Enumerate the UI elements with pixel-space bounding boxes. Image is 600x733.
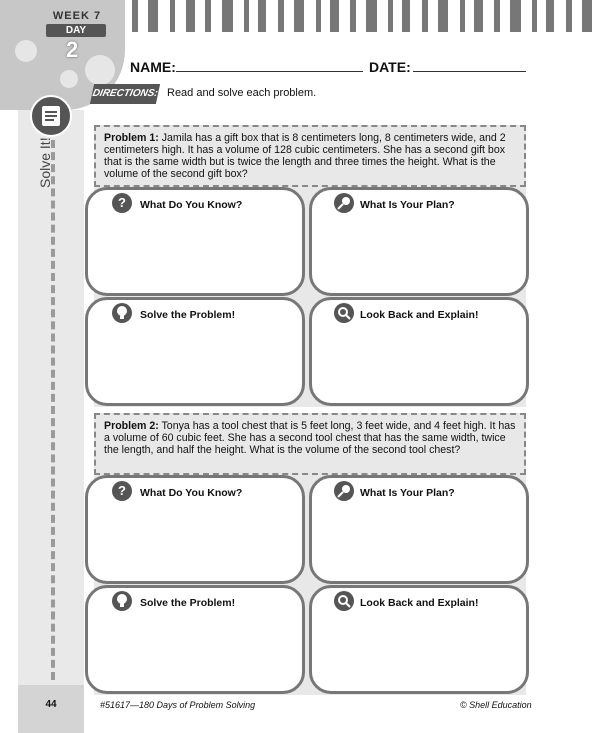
look-box-1[interactable]: [309, 297, 529, 406]
plan-box-title: What Is Your Plan?: [360, 487, 455, 499]
decor-circle: [85, 55, 115, 85]
day-label: DAY: [46, 24, 106, 37]
question-icon: ?: [112, 481, 132, 501]
sidebar-dashed-line: [51, 140, 55, 680]
problem-1: [94, 125, 526, 187]
look-box-title: Look Back and Explain!: [360, 597, 479, 609]
day-number: 2: [66, 37, 79, 62]
name-label: NAME:: [130, 59, 176, 75]
plan-box-1[interactable]: [309, 187, 529, 296]
know-box-2[interactable]: [85, 475, 305, 584]
name-field[interactable]: [176, 71, 363, 72]
directions-text: Read and solve each problem.: [167, 87, 317, 99]
sidebar-title-wrapper: [18, 132, 68, 192]
question-icon: ?: [112, 193, 132, 213]
problem-2-text: Tonya has a tool chest that is 5 feet long, 3 feet wide, and 4 feet high. It has a volume of 60 cubic feet. She has a second tool chest that has the same width, twice the length, and half the height. What is the volume of the second tool chest?: [104, 420, 516, 456]
magnifier-icon: [334, 303, 354, 323]
know-box-title: What Do You Know?: [140, 487, 243, 499]
problem-1-text: Jamila has a gift box that is 8 centimeters long, 8 centimeters wide, and 2 centimeters high. It has a volume of 128 cubic centimeters. She has a second gift box that is the same width but is twice the length and three times the height. What is the volume of the second gift box?: [104, 132, 506, 180]
sidebar-title: Solve It!: [37, 137, 53, 188]
problem-2: [94, 413, 526, 475]
decor-circle: [15, 40, 37, 62]
key-icon: [334, 193, 354, 213]
know-box-title: What Do You Know?: [140, 199, 243, 211]
document-icon: [30, 95, 72, 137]
plan-box-title: What Is Your Plan?: [360, 199, 455, 211]
solve-box-2[interactable]: [85, 585, 305, 694]
look-box-2[interactable]: [309, 585, 529, 694]
lightbulb-icon: [112, 303, 132, 323]
magnifier-icon: [334, 591, 354, 611]
footer-source: #51617—180 Days of Problem Solving: [100, 700, 256, 710]
footer-copyright: © Shell Education: [460, 700, 532, 710]
problem-1-label: Problem 1:: [104, 132, 159, 144]
problem-2-label: Problem 2:: [104, 420, 159, 432]
date-label: DATE:: [369, 59, 411, 75]
look-box-title: Look Back and Explain!: [360, 309, 479, 321]
solve-box-title: Solve the Problem!: [140, 597, 236, 609]
plan-box-2[interactable]: [309, 475, 529, 584]
page-number: 44: [18, 685, 84, 733]
date-field[interactable]: [413, 71, 526, 72]
solve-box-title: Solve the Problem!: [140, 309, 236, 321]
week-label: WEEK 7: [52, 10, 102, 22]
directions-tag: DIRECTIONS:: [90, 84, 160, 104]
lightbulb-icon: [112, 591, 132, 611]
key-icon: [334, 481, 354, 501]
solve-box-1[interactable]: [85, 297, 305, 406]
decor-circle: [60, 70, 78, 88]
know-box-1[interactable]: [85, 187, 305, 296]
